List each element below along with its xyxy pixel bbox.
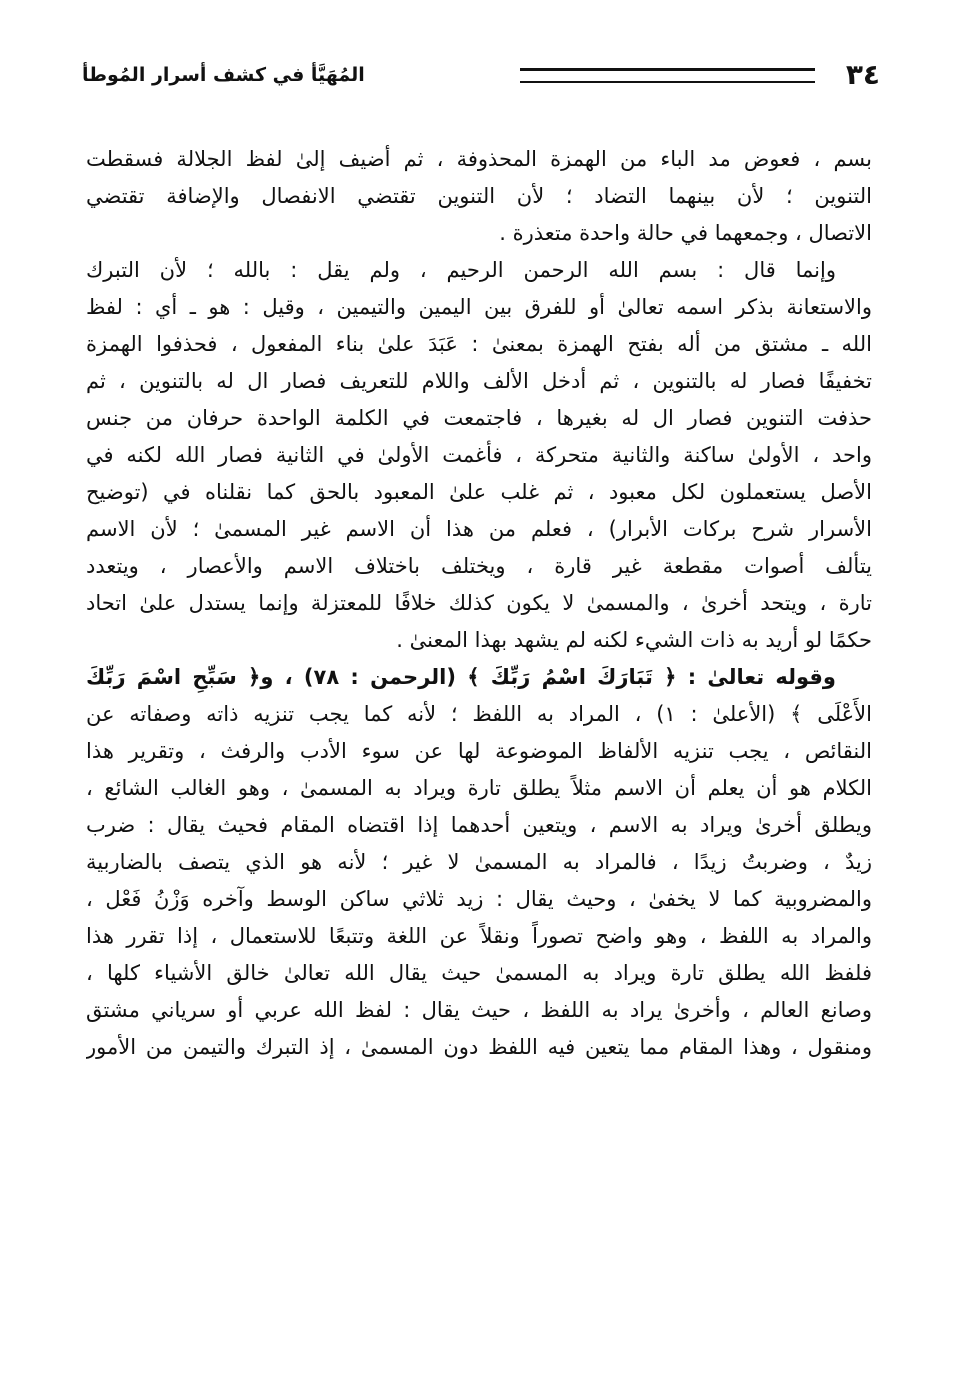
text-line: ومنقول ، وهذا المقام مما يتعين فيه اللفظ دون المسمىٰ ، إذ التبرك والتيمن من الأمور xyxy=(86,1035,872,1059)
text-line: وإنما قال : بسم الله الرحمن الرحيم ، ولم يقل : بالله ؛ لأن التبرك xyxy=(86,258,836,282)
text-line: الأسرار شرح بركات الأبرار) ، فعلم من هذا أن الاسم غير المسمىٰ ؛ لأن الاسم xyxy=(86,517,872,541)
text-line: حكمًا لو أريد به ذات الشيء لكنه لم يشهد بهذا المعنىٰ . xyxy=(396,628,872,652)
quran-verse-line: وقوله تعالىٰ : ﴿ تَبَارَكَ اسْمُ رَبِّكَ ﴾ (الرحمن : ٧٨) ، و﴿ سَبِّحِ اسْمَ رَبِّكَ xyxy=(86,665,836,689)
text-line: والمراد به اللفظ ، وهو واضح تصوراً ونقلاً عن اللغة وتتبعًا للاستعمال ، إذا تقرر هذا xyxy=(86,924,872,948)
text-line: زيدٌ ، وضربتُ زيدًا ، فالمراد به المسمىٰ لا غير ؛ لأنه هو الذي يتصف بالضاربية xyxy=(86,850,872,874)
text-line: بسم ، فعوض مد الباء من الهمزة المحذوفة ، ثم أضيف إلىٰ لفظ الجلالة فسقطت xyxy=(86,147,872,171)
text-line: الأَعْلَى ﴾ (الأعلىٰ : ١) ، المراد به اللفظ ؛ لأنه كما يجب تنزيه ذاته وصفاته عن xyxy=(86,702,872,726)
text-line: الكلام هو أن يعلم أن الاسم مثلاً يطلق تارة ويراد به المسمىٰ ، وهو الغالب الشائع ، xyxy=(86,776,872,800)
text-line: والاستعانة بذكر اسمه تعالىٰ أو للفرق بين اليمين والتيمين ، وقيل : هو ـ أي : لفظ xyxy=(86,295,872,319)
text-line: تخفيفًا فصار له بالتنوين ، ثم أدخل الألف واللام للتعريف فصار ال له بالتنوين ، ثم xyxy=(86,369,872,393)
text-line: واحد ، الأولىٰ ساكنة والثانية متحركة ، فأغمت الأولىٰ في الثانية فصار الله لكنه في xyxy=(86,443,872,467)
text-line: وصانع العالم ، وأخرىٰ يراد به اللفظ ، حيث يقال : لفظ الله عربي أو سرياني مشتق xyxy=(86,998,872,1022)
header-double-rule xyxy=(520,68,815,83)
text-line: التنوين ؛ لأن بينهما التضاد ؛ لأن التنوين تقتضي الانفصال والإضافة تقتضي xyxy=(86,184,872,208)
running-title: المُهَيَّأ في كشف أسرار المُوطأ xyxy=(82,64,365,86)
text-line: فلفظ الله يطلق تارة ويراد به المسمىٰ حيث يقال الله تعالىٰ خالق الأشياء كلها ، xyxy=(86,961,872,985)
text-line: والمضروبية كما لا يخفىٰ ، وحيث يقال : زيد ثلاثي ساكن الوسط وآخره وَزْنُ فَعْل ، xyxy=(86,887,872,911)
text-line: يتألف أصوات مقطعة غير قارة ، ويختلف باختلاف الاسم والأعصار ، ويتعدد xyxy=(86,554,872,578)
text-line: ويطلق أخرىٰ ويراد به الاسم ، ويتعين أحدهما إذا اقتضاه المقام فحيث يقال : ضرب xyxy=(86,813,872,837)
text-line: الله ـ مشتق من أله بفتح الهمزة بمعنىٰ : عَبَدَ علىٰ بناء المفعول ، فحذفوا الهمزة xyxy=(86,332,872,356)
body-text xyxy=(86,141,872,1066)
text-line: تارة ، ويتحد أخرىٰ ، والمسمىٰ لا يكون كذلك خلافًا للمعتزلة وإنما يستدل علىٰ اتحاد xyxy=(86,591,872,615)
text-line: الأصل يستعملون لكل معبود ، ثم غلب علىٰ المعبود بالحق كما نقلناه في (توضيح xyxy=(86,480,872,504)
page-header xyxy=(80,55,880,99)
page-number: ٣٤ xyxy=(845,58,880,91)
text-line: الاتصال ، وجمعهما في حالة واحدة متعذرة . xyxy=(499,221,872,245)
text-line: حذفت التنوين فصار ال له بغيرها ، فاجتمعت في الكلمة الواحدة حرفان من جنس xyxy=(86,406,872,430)
text-line: النقائص ، يجب تنزيه الألفاظ الموضوعة لها عن سوء الأدب والرفث ، وتقرير هذا xyxy=(86,739,872,763)
